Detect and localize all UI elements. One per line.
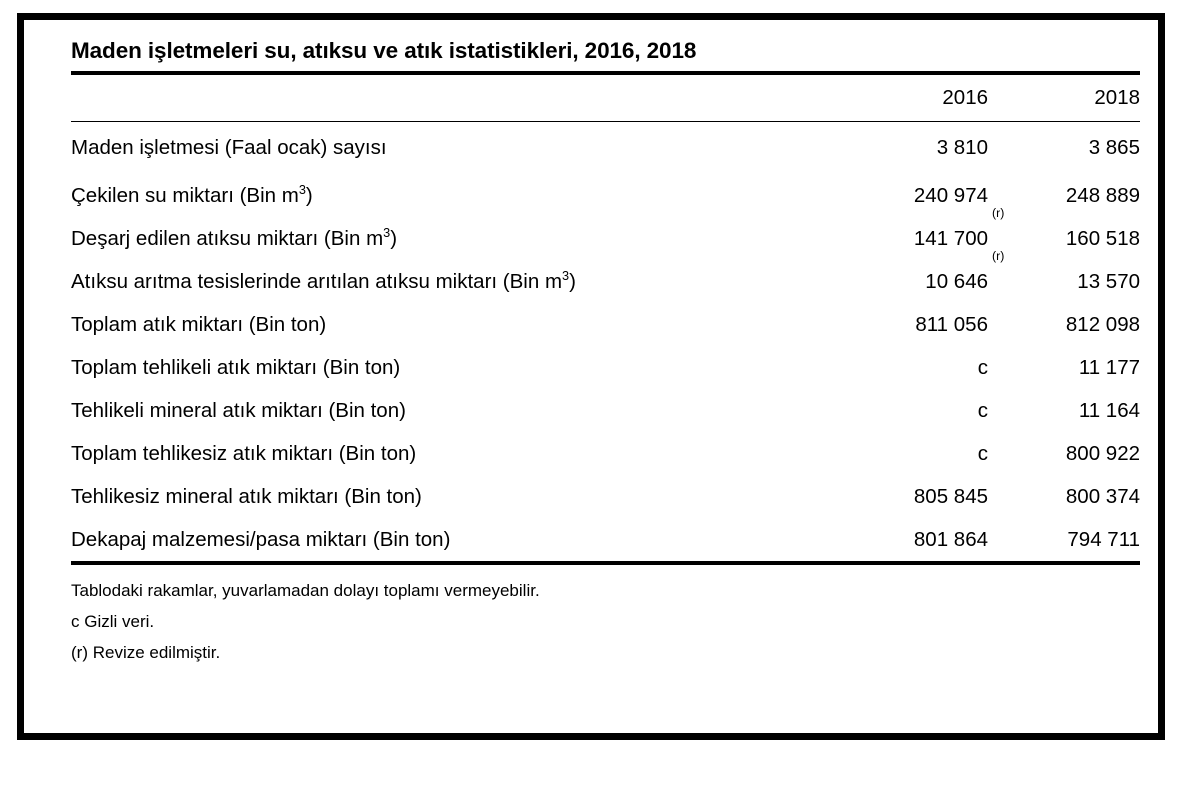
table-row <box>71 475 1140 518</box>
cell-2018: 800 922 <box>1065 442 1140 465</box>
cell-2016: c <box>977 442 988 465</box>
footnote-line: Tablodaki rakamlar, yuvarlamadan dolayı toplamı vermeyebilir. <box>71 581 540 600</box>
table-header <box>71 75 1140 121</box>
cell-2018: 13 570 <box>1077 270 1140 293</box>
value-with-revision: 10 646 (r) <box>925 248 1005 293</box>
cell-2018: 812 098 <box>1065 313 1140 336</box>
table-row <box>71 346 1140 389</box>
cell-2016: 801 864 <box>913 528 988 551</box>
table-body <box>71 122 1140 561</box>
cell-2016: c <box>977 356 988 379</box>
row-label: Dekapaj malzemesi/pasa miktarı (Bin ton) <box>71 528 451 551</box>
cell-2018: 11 177 <box>1078 356 1140 379</box>
table-row <box>71 217 1140 260</box>
column-header-2016: 2016 <box>942 86 988 109</box>
cell-2018: 3 865 <box>1088 136 1140 159</box>
unit-superscript: 3 <box>562 268 570 284</box>
row-label: Toplam atık miktarı (Bin ton) <box>71 313 327 336</box>
header-cell-label <box>71 75 836 121</box>
cell-2016: 811 056 <box>915 313 988 336</box>
statistics-table-body <box>71 122 1140 561</box>
header-row <box>71 75 1140 121</box>
footnotes <box>71 565 1140 668</box>
cell-2018: 800 374 <box>1065 485 1140 508</box>
row-label: Tehlikesiz mineral atık miktarı (Bin ton) <box>71 485 422 508</box>
row-label: Maden işletmesi (Faal ocak) sayısı <box>71 136 387 159</box>
table-row <box>71 174 1140 217</box>
value-with-revision: 141 700 (r) <box>913 205 1005 250</box>
row-label: Çekilen su miktarı (Bin $m^3$) <box>71 182 313 207</box>
cell-2018: 248 889 <box>1065 184 1140 207</box>
cell-2018: 11 164 <box>1078 399 1140 422</box>
cell-2016: 3 810 <box>936 136 988 159</box>
footnote-line: c Gizli veri. <box>71 612 155 631</box>
table-row <box>71 389 1140 432</box>
cell-2016 <box>836 248 1005 303</box>
table-row <box>71 303 1140 346</box>
cell-2016 <box>836 205 1005 260</box>
figure-content <box>71 37 1140 723</box>
row-label: Deşarj edilen atıksu miktarı (Bin $m^3$) <box>71 225 398 250</box>
figure-frame <box>17 13 1165 740</box>
row-label: Toplam tehlikesiz atık miktarı (Bin ton) <box>71 442 417 465</box>
statistics-table <box>71 75 1140 121</box>
row-label: Tehlikeli mineral atık miktarı (Bin ton) <box>71 399 406 422</box>
column-header-2018: 2018 <box>1094 86 1140 109</box>
page-title: Maden işletmeleri su, atıksu ve atık istatistikleri, 2016, 2018 <box>71 38 697 63</box>
table-row <box>71 260 1140 303</box>
table-row <box>71 122 1140 174</box>
cell-2018: 794 711 <box>1067 528 1140 551</box>
cell-2016: c <box>977 399 988 422</box>
cell-2018: 160 518 <box>1065 227 1140 250</box>
unit-superscript: 3 <box>383 225 391 241</box>
footnote-line: (r) Revize edilmiştir. <box>71 643 221 662</box>
table-row <box>71 432 1140 475</box>
row-label: Atıksu arıtma tesislerinde arıtılan atıksu miktarı (Bin $m^3$) <box>71 268 576 293</box>
row-label: Toplam tehlikeli atık miktarı (Bin ton) <box>71 356 401 379</box>
cell-2016: 240 974 <box>913 184 988 207</box>
cell-2016: 805 845 <box>913 485 988 508</box>
unit-superscript: 3 <box>298 182 306 198</box>
table-row <box>71 518 1140 561</box>
